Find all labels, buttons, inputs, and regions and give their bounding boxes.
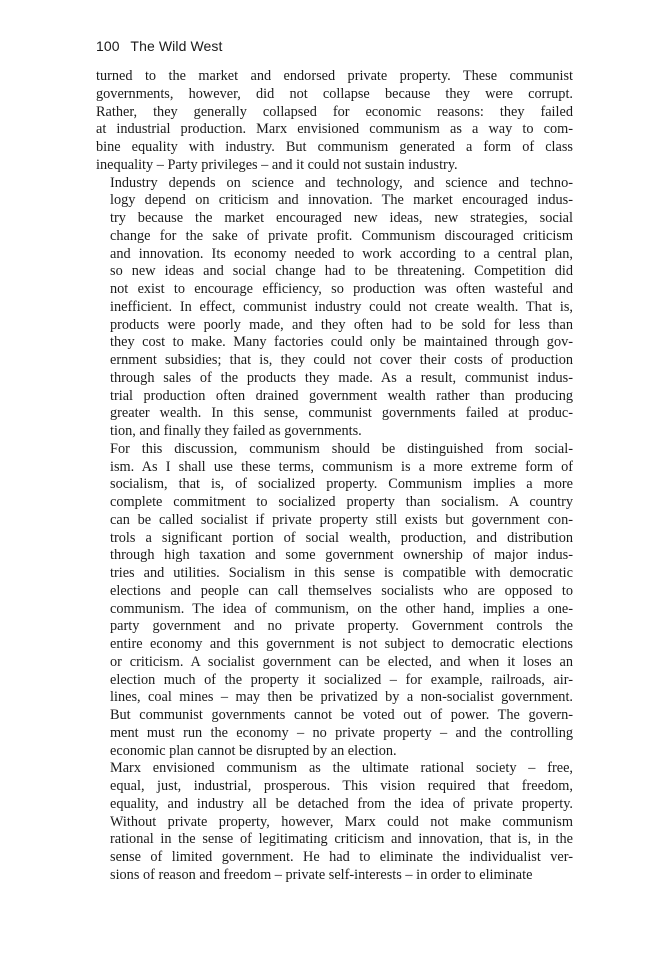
paragraph [96,760,573,884]
text-line: rational in the sense of legitimating criticism and innovation, that is, in the [110,831,573,848]
text-line: But communist governments cannot be voted out of power. The govern- [110,707,573,723]
running-head [96,38,222,54]
text-line: ism. As I shall use these terms, communism is a more extreme form of [110,458,573,475]
text-line: through high taxation and some government ownership of major indus- [110,547,573,564]
paragraph [96,68,573,175]
text-line: at industrial production. Marx envisioned communism as a way to com- [96,121,573,138]
text-line: party government and no private property. Government controls the [110,618,573,635]
text-line: logy depend on criticism and innovation. The market encouraged indus- [110,192,573,209]
text-line: through sales of the products they made. As a result, communist indus- [110,369,573,386]
text-line: entire economy and this government is not subject to democratic elections [110,636,573,652]
text-line: so new ideas and social change had to be threatening. Competition did [110,263,573,280]
text-line: turned to the market and endorsed private property. These communist [96,68,573,84]
text-line: can be called socialist if private property still exists but government con- [110,511,573,528]
text-line: products were poorly made, and they often had to be sold for less than [110,316,573,333]
text-line: trial production often drained government wealth rather than producing [110,387,573,404]
text-line: trols a significant portion of social wealth, production, and distribution [110,529,573,546]
text-line: inefficient. In effect, communist industry could not create wealth. That is, [110,298,573,315]
body-text [96,68,573,885]
text-line: or criticism. A socialist government can be elected, and when it loses an [110,653,573,670]
text-line: Marx envisioned communism as the ultimate rational society – free, [110,760,573,777]
text-line: lines, coal mines – may then be privatized by a non-socialist government. [110,689,573,706]
text-line: inequality – Party privileges – and it could not sustain industry. [96,156,458,173]
text-line: tion, and finally they failed as governments. [110,423,362,439]
running-title: The Wild West [130,38,223,54]
text-line: complete commitment to socialized property than socialism. A country [110,494,573,510]
text-line: ernment subsidies; that is, they could not cover their costs of production [110,352,573,368]
text-line: socialism, that is, of socialized property. Communism implies a more [110,476,573,493]
text-line: Rather, they generally collapsed for economic reasons: they failed [96,103,573,120]
text-line: sense of limited government. He had to eliminate the individualist ver- [110,849,573,865]
text-line: and innovation. Its economy needed to work according to a central plan, [110,245,573,262]
text-line: communism. The idea of communism, on the other hand, implies a one- [110,600,573,617]
paragraph [96,441,573,761]
paragraph [96,175,573,441]
text-line: election much of the property it socialized – for example, railroads, air- [110,671,573,688]
text-line: tries and utilities. Socialism in this sense is compatible with democratic [110,565,573,581]
text-line: For this discussion, communism should be distinguished from social- [110,440,573,457]
text-line: equal, just, industrial, prosperous. This vision required that freedom, [110,778,573,794]
text-line: not exist to encourage efficiency, so production was often wasteful and [110,281,573,297]
text-line: economic plan cannot be disrupted by an election. [110,742,397,759]
text-line: elections and people can call themselves socialists who are opposed to [110,582,573,599]
text-line: equality, and industry all be detached from the idea of private property. [110,795,573,812]
text-line: greater wealth. In this sense, communist governments failed at produc- [110,405,573,422]
text-line: bine equality with industry. But communism generated a form of class [96,139,573,155]
text-line: ment must run the economy – no private property – and the controlling [110,724,573,741]
text-line: change for the sake of private profit. Communism discouraged criticism [110,227,573,244]
text-line: try because the market encouraged new ideas, new strategies, social [110,210,573,226]
page-number: 100 [96,38,120,54]
text-line: governments, however, did not collapse because they were corrupt. [96,85,573,102]
text-line: sions of reason and freedom – private self-interests – in order to eliminate [110,866,533,883]
text-line: Industry depends on science and technology, and science and techno- [110,174,573,191]
text-line: Without private property, however, Marx could not make communism [110,813,573,830]
text-line: they cost to make. Many factories could only be maintained through gov- [110,334,573,351]
